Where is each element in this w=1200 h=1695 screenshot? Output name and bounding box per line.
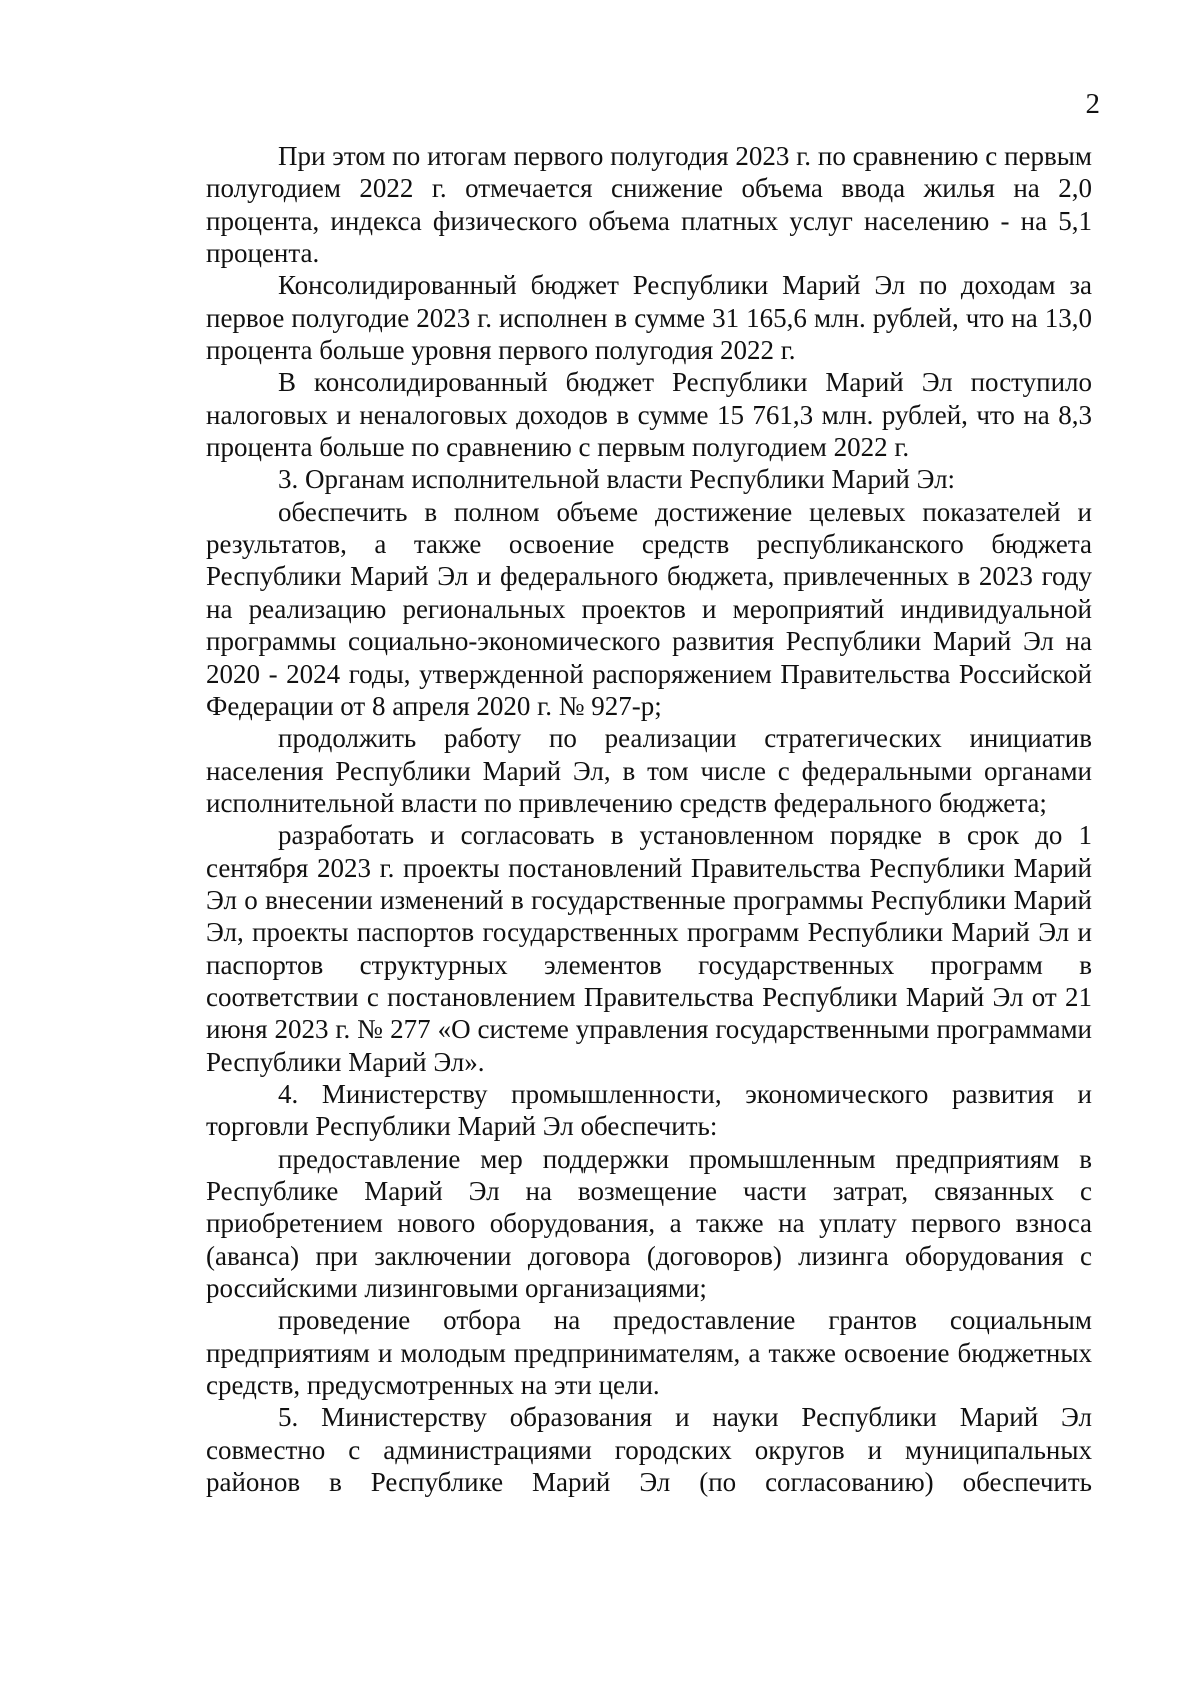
paragraph-item-4-grants: проведение отбора на предоставление грантов социальным предприятиям и молодым предпринимателям, а также освоение бюджетных средств, предусмотренных на эти цели.	[206, 1305, 1092, 1401]
paragraph-consolidated-budget-income: Консолидированный бюджет Республики Марий Эл по доходам за первое полугодие 2023 г. исполнен в сумме 31 165,6 млн. рублей, что на 13,0 процента больше уровня первого полугодия 2022 г.	[206, 270, 1092, 366]
document-body	[206, 140, 1092, 1498]
paragraph-item-3-ensure-targets: обеспечить в полном объеме достижение целевых показателей и результатов, а также освоение средств республиканского бюджета Республики Марий Эл и федерального бюджета, привлеченных в 2023 году на реализацию региональных проектов и мероприятий индивидуальной программы социально-экономического развития Республики Марий Эл на 2020 - 2024 годы, утвержденной распоряжением Правительства Российской Федерации от 8 апреля 2020 г. № 927-р;	[206, 496, 1092, 721]
paragraph-tax-revenue: В консолидированный бюджет Республики Марий Эл поступило налоговых и неналоговых доходов в сумме 15 761,3 млн. рублей, что на 8,3 процента больше по сравнению с первым полугодием 2022 г.	[206, 367, 1092, 463]
paragraph-item-3-strategic-initiatives: продолжить работу по реализации стратегических инициатив населения Республики Марий Эл, в том числе с федеральными органами исполнительной власти по привлечению средств федерального бюджета;	[206, 723, 1092, 818]
page-number: 2	[1085, 88, 1100, 120]
paragraph-item-4-industry-support: предоставление мер поддержки промышленным предприятиям в Республике Марий Эл на возмещение части затрат, связанных с приобретением нового оборудования, а также на уплату первого взноса (аванса) при заключении договора (договоров) лизинга оборудования с российскими лизинговыми организациями;	[206, 1143, 1092, 1304]
paragraph-item-3-heading: 3. Органам исполнительной власти Республики Марий Эл:	[278, 464, 956, 495]
paragraph-housing-decline: При этом по итогам первого полугодия 2023 г. по сравнению с первым полугодием 2022 г. отмечается снижение объема ввода жилья на 2,0 процента, индекса физического объема платных услуг населению - на 5,1 процента.	[206, 141, 1092, 269]
paragraph-item-4-heading: 4. Министерству промышленности, экономического развития и торговли Республики Марий Эл обеспечить:	[206, 1078, 1092, 1142]
paragraph-item-5-education: 5. Министерству образования и науки Республики Марий Эл совместно с администрациями городских округов и муниципальных районов в Республике Марий Эл (по согласованию) обеспечить	[206, 1402, 1092, 1498]
paragraph-item-3-state-programs: разработать и согласовать в установленном порядке в срок до 1 сентября 2023 г. проекты постановлений Правительства Республики Марий Эл о внесении изменений в государственные программы Республики Марий Эл, проекты паспортов государственных программ Республики Марий Эл и паспортов структурных элементов государственных программ в соответствии с постановлением Правительства Республики Марий Эл от 21 июня 2023 г. № 277 «О системе управления государственными программами Республики Марий Эл».	[206, 820, 1092, 1077]
